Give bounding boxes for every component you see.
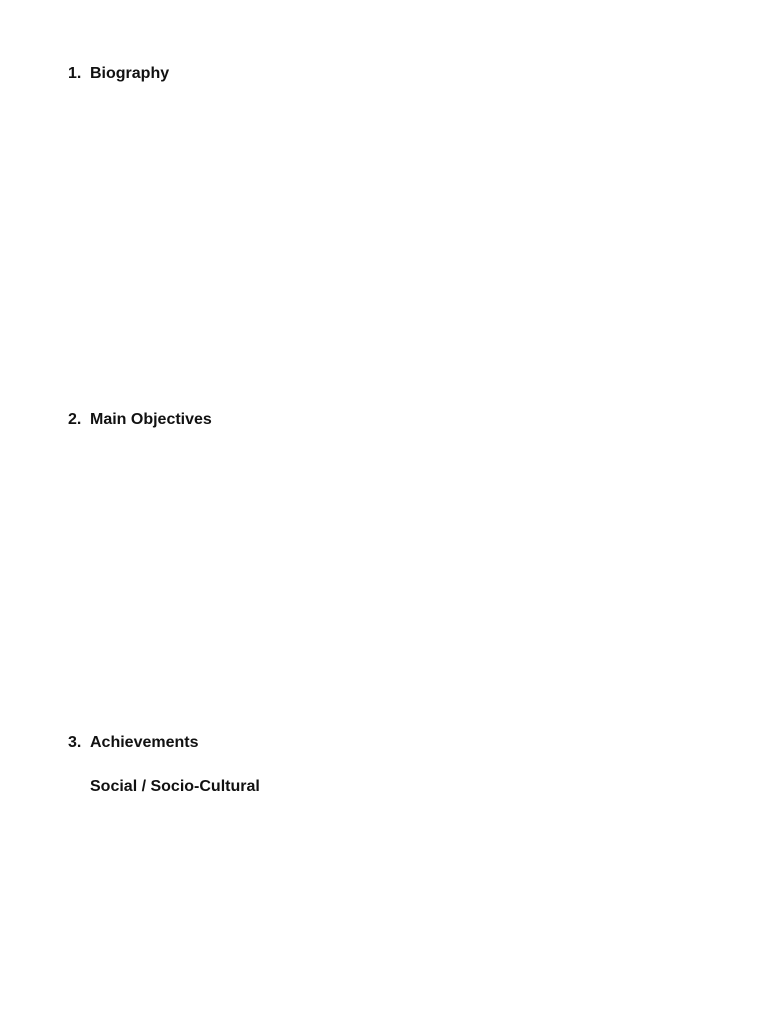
section-number: 2. — [68, 411, 82, 428]
section-heading-biography — [68, 63, 169, 86]
section-heading-main-objectives — [68, 409, 212, 432]
section-number: 3. — [68, 734, 82, 751]
subheading-social: Social / Socio-Cultural — [90, 778, 260, 795]
section-number: 1. — [68, 65, 82, 82]
section-title: Biography — [90, 65, 170, 82]
section-heading-achievements — [68, 732, 199, 755]
section-title: Main Objectives — [90, 411, 212, 428]
section-title: Achievements — [90, 734, 199, 751]
